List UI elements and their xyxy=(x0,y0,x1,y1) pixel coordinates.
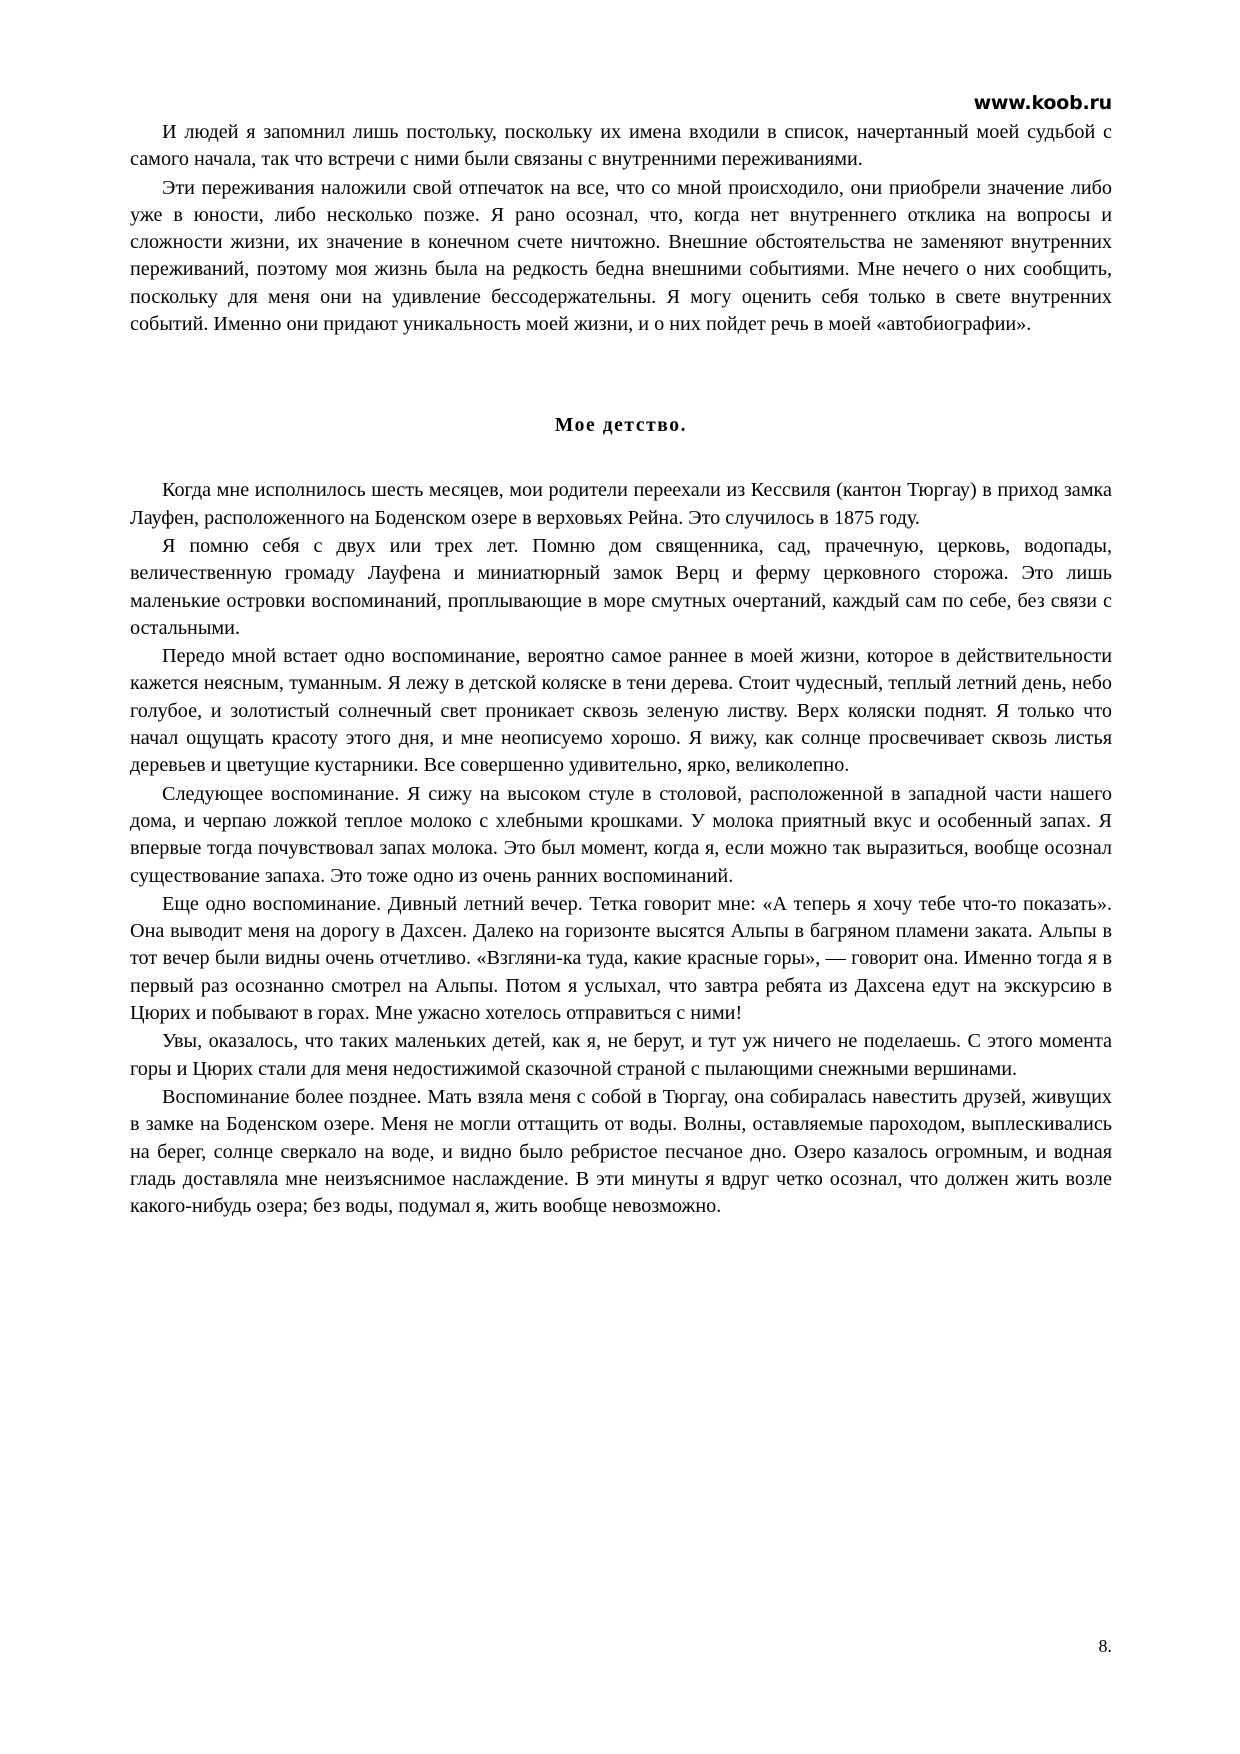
spacer xyxy=(130,339,1112,415)
paragraph: Я помню себя с двух или трех лет. Помню дом священника, сад, прачечную, церковь, водопады, величественную громаду Лауфена и миниатюрный замок Верц и ферму церковного сторожа. Это лишь маленькие островки воспоминаний, проплывающие в море смутных очертаний, каждый сам по себе, без связи с остальными. xyxy=(130,534,1112,639)
paragraph: И людей я запомнил лишь постольку, поскольку их имена входили в список, начертанный моей судьбой с самого начала, так что встречи с ними были связаны с внутренними переживаниями. xyxy=(130,121,1112,171)
page-number: 8. xyxy=(1098,1636,1112,1656)
paragraph: Еще одно воспоминание. Дивный летний вечер. Тетка говорит мне: «А теперь я хочу тебе что-то показать». Она выводит меня на дорогу в Дахсен. Далеко на горизонте высятся Альпы в багряном пламени заката. Альпы в тот вечер были видны очень отчетливо. «Взгляни-ка туда, какие красные горы», — говорит она. Именно тогда я в первый раз осознанно смотрел на Альпы. Потом я услыхал, что завтра ребята из Дахсена едут на экскурсию в Цюрих и побывают в горах. Мне ужасно хотелось отправиться с ними! xyxy=(130,892,1112,1025)
paragraph: Следующее воспоминание. Я сижу на высоком стуле в столовой, расположенной в западной части нашего дома, и черпаю ложкой теплое молоко с хлебными крошками. У молока приятный вкус и особенный запах. Я впервые тогда почувствовал запах молока. Это был момент, когда я, если можно так выразиться, вообще осознал существование запаха. Это тоже одно из очень ранних воспоминаний. xyxy=(130,782,1112,887)
paragraph: Когда мне исполнилось шесть месяцев, мои родители переехали из Кессвиля (кантон Тюргау) в приход замка Лауфен, расположенного на Боденском озере в верховьях Рейна. Это случилось в 1875 году. xyxy=(130,479,1112,529)
paragraph: Увы, оказалось, что таких маленьких детей, как я, не берут, и тут уж ничего не поделаешь. С этого момента горы и Цюрих стали для меня недостижимой сказочной страной с пылающими снежными вершинами. xyxy=(130,1030,1112,1080)
site-url-header: www.koob.ru xyxy=(973,92,1112,114)
paragraph: Передо мной встает одно воспоминание, вероятно самое раннее в моей жизни, которое в действительности кажется неясным, туманным. Я лежу в детской коляске в тени дерева. Стоит чудесный, теплый летний день, небо голубое, и золотистый солнечный свет проникает сквозь зеленую листву. Верх коляски поднят. Я только что начал ощущать красоту этого дня, и мне неописуемо хорошо. Я вижу, как солнце просвечивает сквозь листья деревьев и цветущие кустарники. Все совершенно удивительно, ярко, великолепно. xyxy=(130,645,1112,777)
spacer xyxy=(130,437,1112,477)
page-body-text xyxy=(130,119,1112,1220)
section-heading: Мое детство. xyxy=(554,415,688,437)
paragraph: Воспоминание более позднее. Мать взяла меня с собой в Тюргау, она собиралась навестить друзей, живущих в замке на Боденском озере. Меня не могли оттащить от воды. Волны, оставляемые пароходом, выплескивались на берег, солнце сверкало на воде, и видно было ребристое песчаное дно. Озеро казалось огромным, и водная гладь доставляла мне неизъяснимое наслаждение. В эти минуты я вдруг четко осознал, что должен жить возле какого-нибудь озера; без воды, подумал я, жить вообще невозможно. xyxy=(130,1085,1112,1218)
paragraph: Эти переживания наложили свой отпечаток на все, что со мной происходило, они приобрели значение либо уже в юности, либо несколько позже. Я рано осознал, что, когда нет внутреннего отклика на вопросы и сложности жизни, их значение в конечном счете ничтожно. Внешние обстоятельства не заменяют внутренних переживаний, поэтому моя жизнь была на редкость бедна внешними событиями. Мне нечего о них сообщить, поскольку для меня они на удивление бессодержательны. Я могу оценить себя только в свете внутренних событий. Именно они придают уникальность моей жизни, и о них пойдет речь в моей «автобиографии». xyxy=(130,176,1112,336)
